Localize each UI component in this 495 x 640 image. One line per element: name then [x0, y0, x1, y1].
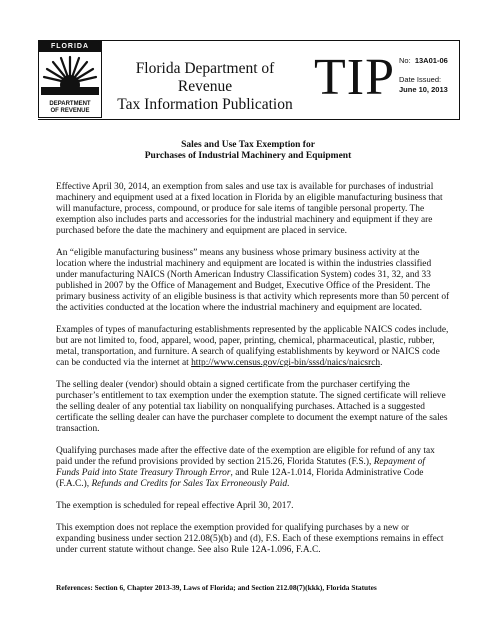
- paragraph-repeal: The exemption is scheduled for repeal effective April 30, 2017.: [56, 501, 294, 511]
- paragraph-certificate: The selling dealer (vendor) should obtain a signed certificate from the purchaser certifying the purchaser’s entitlement to tax exemption under the exemption statute. The signed certificate will relieve the selling dealer of any potential tax liability on nonqualifying purchases. Attached is a suggested certificate the selling dealer can have the purchaser complete to document the exempt nature of the sales transaction.: [56, 380, 448, 434]
- organization-title: [110, 60, 300, 114]
- refund-text-c: .: [287, 479, 290, 489]
- refund-text-a: Qualifying purchases made after the effective date of the exemption are eligible for refund of any tax paid under the refund provisions provided by section 215.26, Florida Statutes (F.S.),: [56, 446, 435, 467]
- naics-search-link[interactable]: http://www.census.gov/cgi-bin/sssd/naics/naicsrch: [191, 358, 381, 368]
- refund-text-b: , and Rule 12A-1.014, Florida Administrative Code (F.A.C.),: [56, 468, 424, 489]
- logo-dept-text: [39, 101, 101, 115]
- refund-italic-2: Refunds and Credits for Sales Tax Erroneously Paid: [91, 479, 288, 489]
- document-body: [56, 182, 450, 567]
- logo-state-label: FLORIDA: [39, 41, 101, 52]
- refund-italic-1: Repayment of Funds Paid into State Treasury Through Error: [56, 457, 425, 478]
- date-issued-label: Date Issued:: [399, 75, 442, 84]
- paragraph-eligible-business: An “eligible manufacturing business” means any business whose primary business activity at the location where the industrial machinery and equipment are located is within the industries classified under manufacturing NAICS (North American Industry Classification System) codes 31, 32, and 33 published in 2007 by the Office of Management and Budget, Executive Office of the President. The primary business activity of an eligible business is that activity which represents more than 50 percent of the activities conducted at the location where the industrial machinery and equipment are located.: [56, 248, 450, 313]
- naics-text-end: .: [380, 358, 383, 368]
- org-line2: Tax Information Publication: [117, 96, 293, 113]
- references: References: Section 6, Chapter 2013-39, Laws of Florida; and Section 212.08(7)(kkk), Florida Statutes: [56, 583, 377, 592]
- paragraph-naics-examples: [56, 325, 450, 369]
- logo-dept-line2: OF REVENUE: [50, 108, 90, 114]
- paragraph-refund: [56, 446, 450, 490]
- dor-logo: [38, 40, 102, 118]
- title-line1: Sales and Use Tax Exemption for: [181, 140, 315, 150]
- naics-text: Examples of types of manufacturing establishments represented by the applicable NAICS codes include, but are not limited to, food, apparel, wood, paper, printing, chemical, pharmaceutical, plastic, rubber, metal, transportation, and furniture. A search of qualifying establishments by keyword or NAICS code can be conducted via the internet at: [56, 325, 449, 368]
- title-line2: Purchases of Industrial Machinery and Equipment: [144, 151, 352, 161]
- number-label: No:: [399, 56, 411, 65]
- tip-heading: TIP: [314, 49, 395, 106]
- org-line1: Florida Department of Revenue: [135, 60, 275, 95]
- sunburst-icon: [41, 53, 99, 95]
- paragraph-expanding-business: This exemption does not replace the exemption provided for qualifying purchases by a new or expanding business under section 212.08(5)(b) and (d), F.S. Each of these exemptions remains in effect under current statute without change. See also Rule 12A-1.096, F.A.C.: [56, 523, 444, 555]
- paragraph-effective-date: Effective April 30, 2014, an exemption from sales and use tax is available for purchases of industrial machinery and equipment used at a fixed location in Florida by an eligible manufacturing business that will manufacture, process, compound, or produce for sale items of tangible personal property. The exemption also includes parts and accessories for the industrial machinery and equipment if they are purchased before the date the machinery and equipment are placed in service.: [56, 182, 443, 236]
- publication-number: 13A01-06: [414, 56, 448, 65]
- publication-meta: [399, 56, 448, 95]
- document-title: [38, 140, 458, 162]
- date-issued: June 10, 2013: [399, 85, 448, 94]
- logo-dept-line1: DEPARTMENT: [49, 101, 91, 107]
